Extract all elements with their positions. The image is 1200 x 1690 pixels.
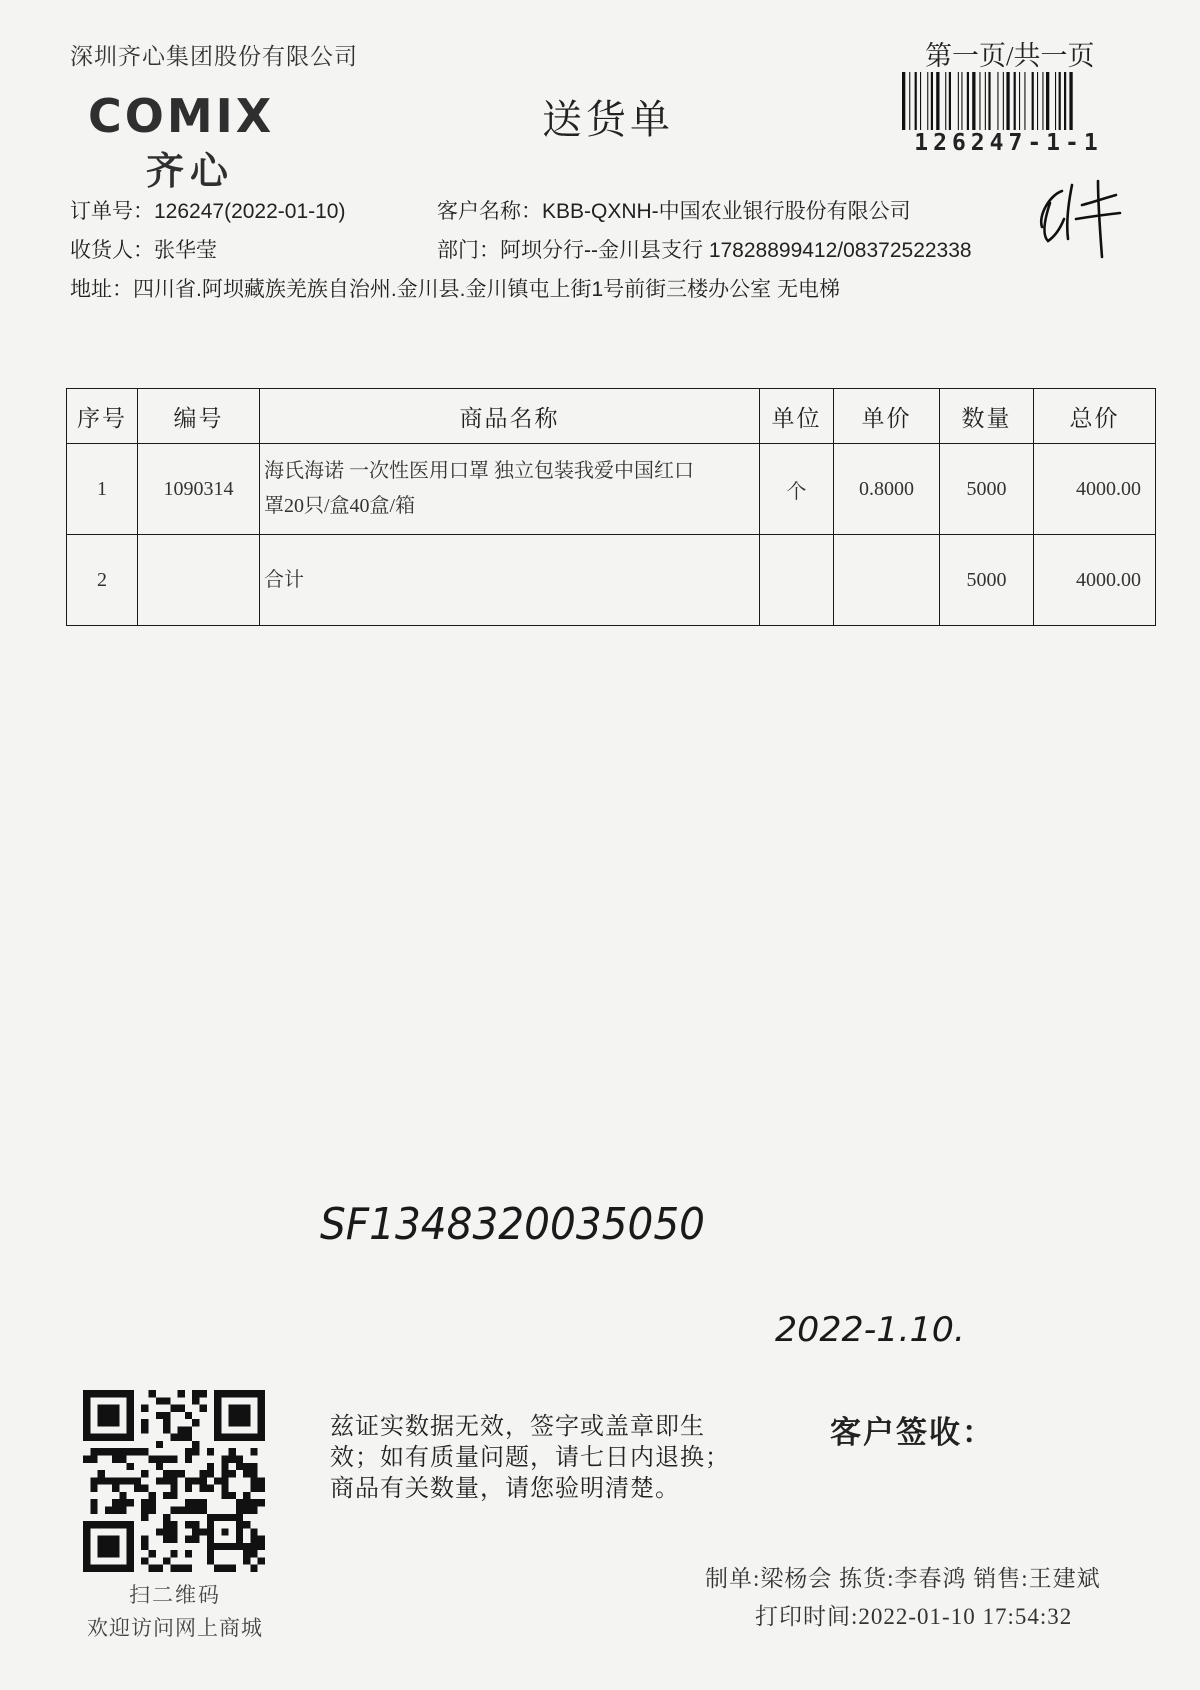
cell-total: 4000.00	[1034, 535, 1156, 626]
notice-line-2: 效；如有质量问题，请七日内退换；	[330, 1444, 730, 1471]
company-name: 深圳齐心集团股份有限公司	[70, 43, 358, 69]
cell-unit: 个	[760, 444, 834, 535]
column-header-code: 编号	[138, 389, 260, 444]
cell-total: 4000.00	[1034, 444, 1156, 535]
barcode-number: 126247-1-1	[914, 130, 1103, 156]
comix-logo	[88, 89, 328, 193]
address: 地址：四川省.阿坝藏族羌族自治州.金川县.金川镇屯上街1号前街三楼办公室 无电梯	[70, 278, 841, 301]
tracking-number-text: SF1348320035050	[320, 1199, 705, 1250]
handwritten-date-text: 2022-1.10.	[775, 1310, 965, 1350]
notice-line-3: 商品有关数量，请您验明清楚。	[330, 1475, 680, 1502]
cell-code: 1090314	[138, 444, 260, 535]
column-header-price: 单价	[834, 389, 940, 444]
column-header-name: 商品名称	[260, 389, 760, 444]
logo-text: COMIX	[88, 89, 275, 143]
handwritten-signature	[1028, 175, 1128, 260]
document-title: 送货单	[542, 97, 674, 142]
column-header-total: 总价	[1034, 389, 1156, 444]
cell-seq: 2	[67, 535, 138, 626]
order-number: 订单号：126247(2022-01-10)	[70, 200, 346, 223]
print-time: 打印时间:2022-01-10 17:54:32	[755, 1604, 1073, 1629]
cell-qty: 5000	[940, 535, 1034, 626]
notice-line-1: 兹证实数据无效，签字或盖章即生	[330, 1413, 705, 1440]
items-table	[66, 388, 1156, 626]
cell-name-line-1: 海氏海诺 一次性医用口罩 独立包装我爱中国红口	[264, 460, 694, 482]
cell-price	[834, 535, 940, 626]
qr-code-icon	[83, 1390, 265, 1572]
cell-name-line-2: 罩20只/盒40盒/箱	[264, 495, 416, 517]
cell-seq: 1	[67, 444, 138, 535]
qr-caption-mall: 欢迎访问网上商城	[87, 1616, 263, 1640]
column-header-seq: 序号	[67, 389, 138, 444]
barcode-icon	[902, 72, 1115, 130]
table-row	[67, 444, 1156, 535]
table-row	[67, 535, 1156, 626]
cell-name	[260, 444, 760, 535]
logo-text-cn: 齐心	[146, 151, 235, 193]
table-header-row	[67, 389, 1156, 444]
column-header-qty: 数量	[940, 389, 1034, 444]
receiver: 收货人：张华莹	[70, 239, 217, 262]
department: 部门：阿坝分行--金川县支行 17828899412/08372522338	[437, 239, 972, 262]
cell-unit	[760, 535, 834, 626]
cell-name	[260, 535, 760, 626]
cell-qty: 5000	[940, 444, 1034, 535]
customer-sign-label: 客户签收：	[830, 1415, 995, 1450]
qr-caption: 扫二维码	[129, 1583, 221, 1607]
cell-price: 0.8000	[834, 444, 940, 535]
customer-name: 客户名称：KBB-QXNH-中国农业银行股份有限公司	[437, 200, 911, 223]
column-header-unit: 单位	[760, 389, 834, 444]
staff-info: 制单:梁杨会 拣货:李春鸿 销售:王建斌	[705, 1566, 1101, 1591]
handwritten-tracking-number	[320, 1193, 710, 1253]
cell-code	[138, 535, 260, 626]
page-indicator: 第一页/共一页	[925, 41, 1095, 71]
cell-name-line-1: 合计	[264, 568, 304, 591]
handwritten-date	[775, 1305, 975, 1350]
